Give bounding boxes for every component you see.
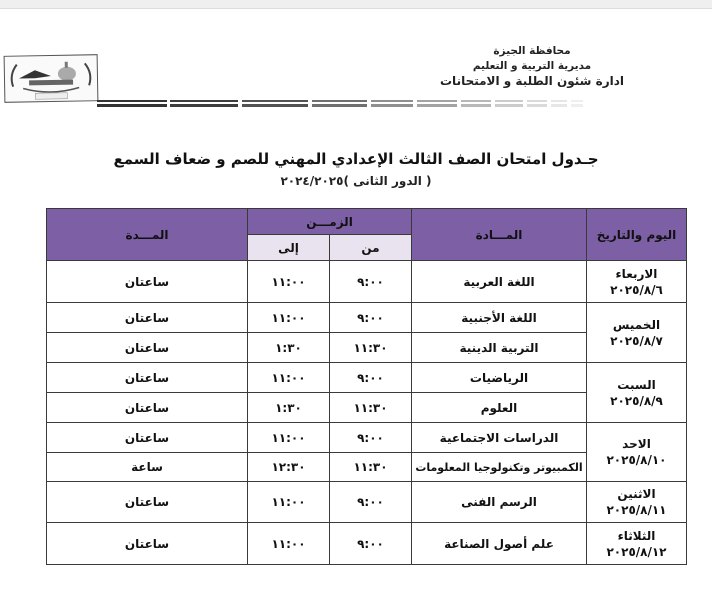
table-row (47, 261, 687, 303)
header-time: الزمـــن (248, 209, 412, 235)
day-name: الثلاثاء (617, 528, 656, 543)
subject-cell: العلوم (412, 393, 587, 423)
header-day-date: اليوم والتاريخ (587, 209, 687, 261)
day-cell (587, 261, 687, 303)
from-cell: ١١:٣٠ (330, 333, 412, 363)
duration-cell: ساعتان (47, 261, 248, 303)
duration-cell: ساعتان (47, 333, 248, 363)
from-cell: ٩:٠٠ (330, 482, 412, 523)
duration-cell: ساعتان (47, 523, 248, 565)
day-date: ٢٠٢٥/٨/١٢ (606, 544, 667, 559)
giza-logo (4, 54, 99, 103)
from-cell: ٩:٠٠ (330, 261, 412, 303)
from-cell: ٩:٠٠ (330, 523, 412, 565)
exam-schedule-table (46, 208, 687, 565)
day-cell (587, 423, 687, 482)
day-name: الخميس (612, 317, 661, 332)
header-from: من (330, 235, 412, 261)
from-cell: ٩:٠٠ (330, 363, 412, 393)
to-cell: ١١:٠٠ (248, 261, 330, 303)
organization-header (382, 44, 682, 89)
day-date: ٢٠٢٥/٨/٦ (610, 282, 663, 297)
to-cell: ١:٣٠ (248, 393, 330, 423)
day-cell (587, 303, 687, 363)
day-name: الاثنين (617, 487, 656, 501)
day-date: ٢٠٢٥/٨/١١ (606, 503, 667, 517)
table-row (47, 303, 687, 333)
duration-cell: ساعتان (47, 363, 248, 393)
subject-cell: اللغة العربية (412, 261, 587, 303)
duration-cell: ساعة (47, 453, 248, 482)
table-row (47, 423, 687, 453)
to-cell: ١١:٠٠ (248, 423, 330, 453)
from-cell: ١١:٣٠ (330, 393, 412, 423)
header-divider (97, 100, 697, 107)
subject-cell: الدراسات الاجتماعية (412, 423, 587, 453)
day-name: السبت (617, 377, 656, 392)
duration-cell: ساعتان (47, 393, 248, 423)
day-cell (587, 363, 687, 423)
header-duration: المـــدة (47, 209, 248, 261)
governorate-name: محافظة الجيزة (493, 45, 571, 57)
duration-cell: ساعتان (47, 482, 248, 523)
day-name: الاربعاء (615, 266, 658, 281)
viewer-top-bar (0, 0, 712, 9)
to-cell: ١:٣٠ (248, 333, 330, 363)
to-cell: ١١:٠٠ (248, 523, 330, 565)
subject-cell: التربية الدينية (412, 333, 587, 363)
duration-cell: ساعتان (47, 303, 248, 333)
table-row (47, 482, 687, 523)
subject-cell: الرسم الفنى (412, 482, 587, 523)
duration-cell: ساعتان (47, 423, 248, 453)
page-title: جـدول امتحان الصف الثالث الإعدادي المهني للصم و ضعاف السمع (113, 150, 599, 168)
header-subject: المـــادة (412, 209, 587, 261)
day-cell (587, 523, 687, 565)
from-cell: ٩:٠٠ (330, 303, 412, 333)
to-cell: ١١:٠٠ (248, 303, 330, 333)
directorate-name: مديرية التربية و التعليم (472, 60, 592, 72)
day-name: الاحد (622, 437, 651, 451)
day-date: ٢٠٢٥/٨/١٠ (606, 453, 667, 467)
subject-cell: علم أصول الصناعة (412, 523, 587, 565)
subject-cell: اللغة الأجنبية (412, 303, 587, 333)
logo-emblem-icon (5, 55, 98, 102)
to-cell: ١١:٠٠ (248, 482, 330, 523)
from-cell: ١١:٣٠ (330, 453, 412, 482)
to-cell: ١٢:٣٠ (248, 453, 330, 482)
table-row (47, 523, 687, 565)
to-cell: ١١:٠٠ (248, 363, 330, 393)
header-to: إلى (248, 235, 330, 261)
subject-cell: الرياضيات (412, 363, 587, 393)
day-date: ٢٠٢٥/٨/٩ (610, 393, 663, 408)
from-cell: ٩:٠٠ (330, 423, 412, 453)
subject-cell: الكمبيوتر وتكنولوجيا المعلومات (412, 453, 587, 482)
day-cell (587, 482, 687, 523)
exam-session-subtitle: ( الدور الثانى )٢٠٢٤/٢٠٢٥ (280, 174, 432, 188)
table-row (47, 363, 687, 393)
day-date: ٢٠٢٥/٨/٧ (610, 333, 663, 348)
department-name: ادارة شئون الطلبة و الامتحانات (440, 74, 624, 88)
